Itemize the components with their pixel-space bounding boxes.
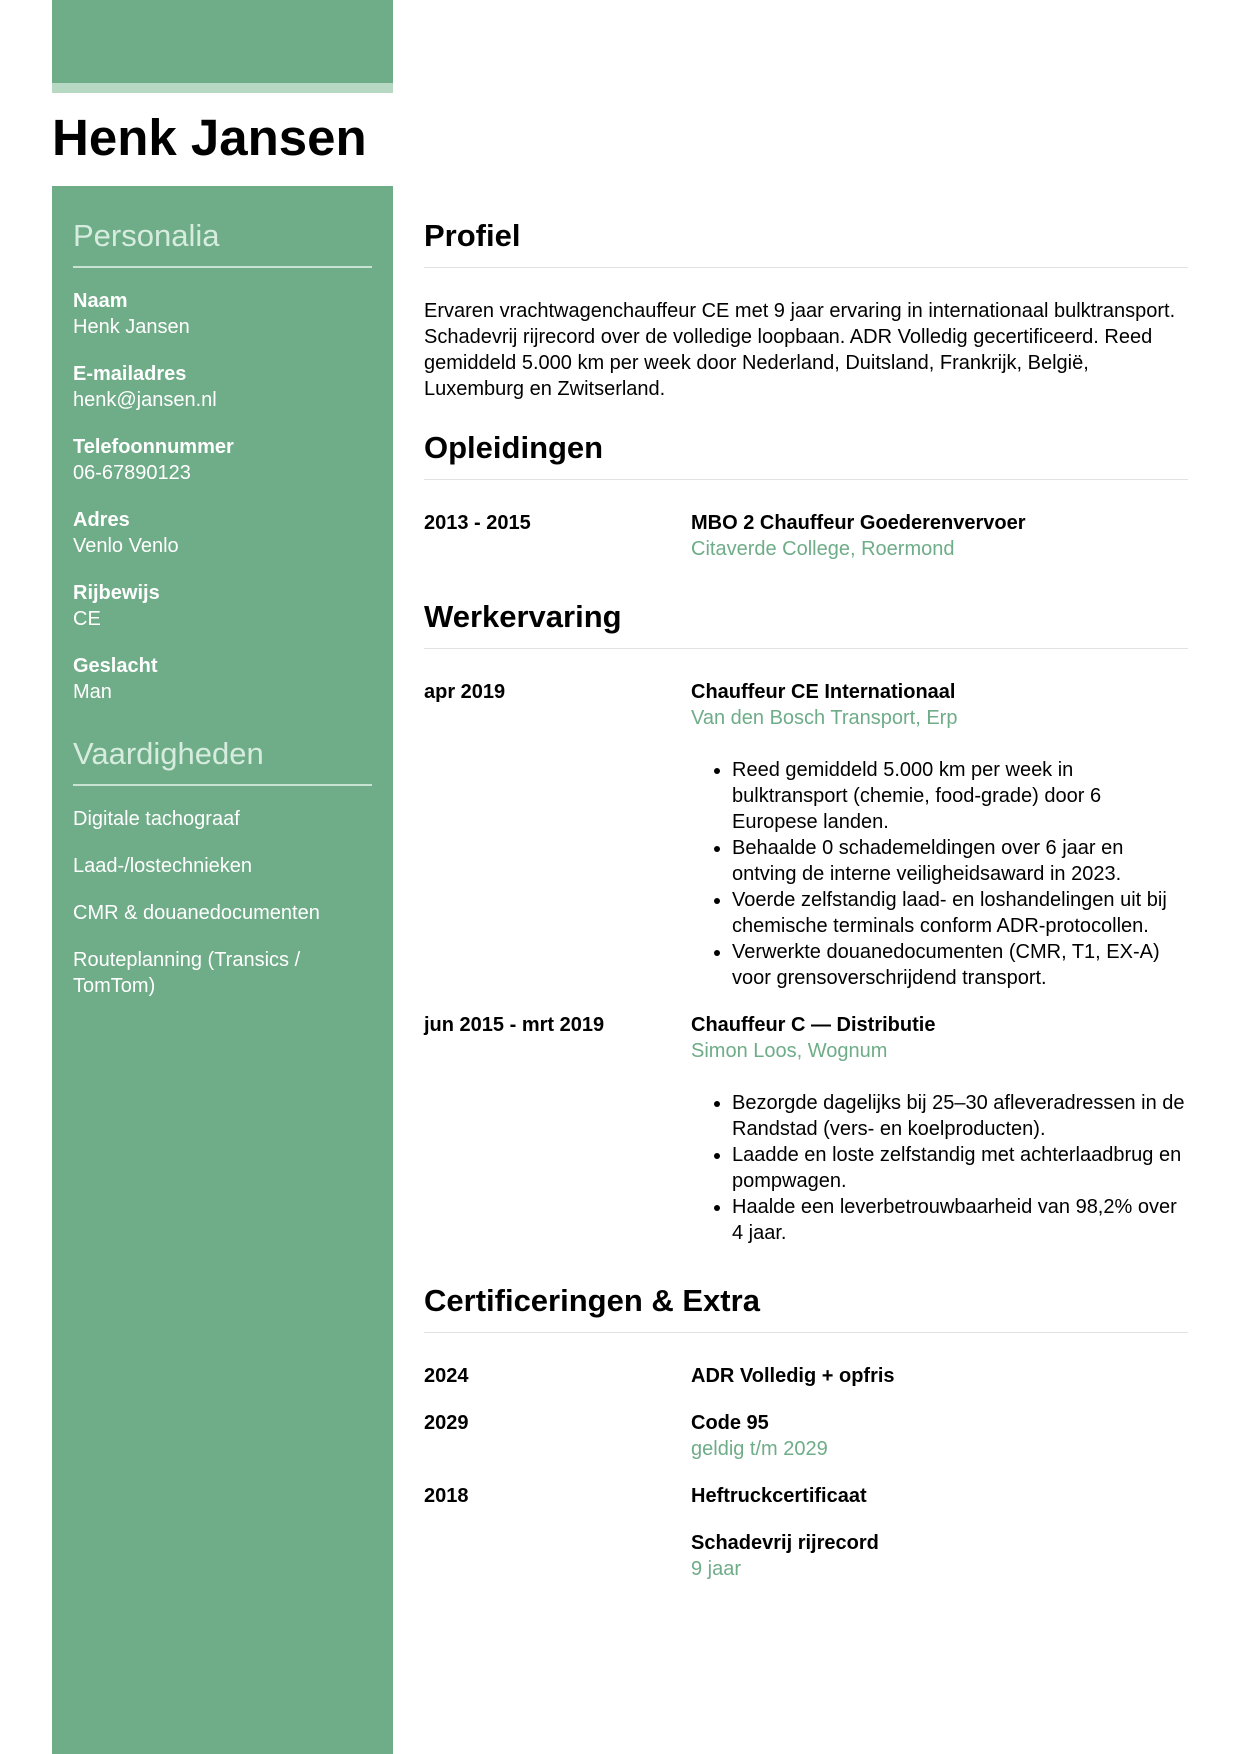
header-accent-stripe [52, 83, 393, 93]
personalia-item-naam [73, 288, 372, 340]
education-list [424, 480, 1188, 562]
personalia-item-rijbewijs [73, 580, 372, 632]
certification-entry [424, 1530, 1188, 1582]
profile-text: Ervaren vrachtwagenchauffeur CE met 9 jaar ervaring in internationaal bulktransport. Schadevrij rijrecord over de volledige loopbaan. ADR Volledig gecertificeerd. Reed gemiddeld 5.000 km per week door Nederland, Duitsland, Frankrijk, België, Luxemburg en Zwitserland. [424, 300, 1176, 400]
education-entry [424, 510, 1188, 562]
experience-entry [424, 1012, 1188, 1246]
personalia-item-geslacht [73, 653, 372, 705]
entry-title: Schadevrij rijrecord [691, 1532, 879, 1554]
entry-title: Chauffeur CE Internationaal [691, 681, 956, 703]
skills-heading: Vaardigheden [73, 726, 372, 786]
entry-date: jun 2015 - mrt 2019 [424, 1014, 605, 1036]
experience-heading: Werkervaring [424, 583, 1188, 649]
experience-entry [424, 679, 1188, 991]
header-accent-block [52, 0, 393, 83]
skill-item: Laad-/lostechnieken [73, 855, 253, 877]
skill-item: Digitale tachograaf [73, 808, 240, 830]
personalia-label: Geslacht [73, 655, 158, 677]
bullet-item: • Bezorgde dagelijks bij 25–30 afleveradressen in de Randstad (vers- en koelproducten). [732, 1090, 1188, 1142]
profile-heading: Profiel [424, 186, 1188, 268]
entry-date: apr 2019 [424, 681, 506, 703]
entry-bullets [691, 1090, 1188, 1246]
personalia-value: Henk Jansen [73, 316, 190, 338]
certification-entry [424, 1483, 1188, 1509]
entry-date [424, 1530, 691, 1582]
certification-entry [424, 1410, 1188, 1462]
skill-item: Routeplanning (Transics / TomTom) [73, 949, 301, 997]
personalia-value: 06-67890123 [73, 462, 191, 484]
certifications-list [424, 1333, 1188, 1582]
experience-list [424, 649, 1188, 1246]
bullet-item: • Reed gemiddeld 5.000 km per week in bulktransport (chemie, food-grade) door 6 Europese landen. [732, 757, 1188, 835]
entry-employer: Simon Loos, Wognum [691, 1040, 888, 1062]
personalia-value: Venlo Venlo [73, 535, 179, 557]
entry-title: Heftruckcertificaat [691, 1485, 867, 1507]
skill-item: CMR & douanedocumenten [73, 902, 320, 924]
personalia-list [73, 268, 372, 705]
skills-list [73, 786, 372, 999]
personalia-label: Naam [73, 290, 128, 312]
entry-note: 9 jaar [691, 1558, 742, 1580]
entry-title: Code 95 [691, 1412, 769, 1434]
entry-title: MBO 2 Chauffeur Goederenvervoer [691, 512, 1026, 534]
entry-date: 2024 [424, 1365, 469, 1387]
personalia-item-email [73, 361, 372, 413]
personalia-item-telefoon [73, 434, 372, 486]
entry-institution: Citaverde College, Roermond [691, 538, 955, 560]
personalia-heading: Personalia [73, 186, 372, 268]
personalia-label: Telefoonnummer [73, 436, 234, 458]
bullet-item: • Verwerkte douanedocumenten (CMR, T1, EX-A) voor grensoverschrijdend transport. [732, 939, 1188, 991]
entry-date: 2013 - 2015 [424, 512, 531, 534]
entry-title: Chauffeur C — Distributie [691, 1014, 936, 1036]
entry-bullets [691, 757, 1188, 991]
bullet-item: • Behaalde 0 schademeldingen over 6 jaar en ontving de interne veiligheidsaward in 2023. [732, 835, 1188, 887]
personalia-value: CE [73, 608, 101, 630]
certification-entry [424, 1363, 1188, 1389]
personalia-value: Man [73, 681, 112, 703]
education-heading: Opleidingen [424, 414, 1188, 480]
personalia-value: henk@jansen.nl [73, 389, 217, 411]
bullet-item: • Voerde zelfstandig laad- en loshandelingen uit bij chemische terminals conform ADR-protocollen. [732, 887, 1188, 939]
sidebar [52, 186, 393, 1754]
entry-date: 2018 [424, 1485, 469, 1507]
personalia-label: E-mailadres [73, 363, 187, 385]
main-content [424, 186, 1188, 1603]
entry-note: geldig t/m 2029 [691, 1438, 828, 1460]
candidate-name: Henk Jansen [52, 109, 367, 166]
personalia-label: Adres [73, 509, 130, 531]
bullet-item: • Haalde een leverbetrouwbaarheid van 98,2% over 4 jaar. [732, 1194, 1188, 1246]
entry-employer: Van den Bosch Transport, Erp [691, 707, 958, 729]
entry-date: 2029 [424, 1412, 469, 1434]
personalia-item-adres [73, 507, 372, 559]
personalia-label: Rijbewijs [73, 582, 160, 604]
certifications-heading: Certificeringen & Extra [424, 1267, 1188, 1333]
entry-title: ADR Volledig + opfris [691, 1365, 895, 1387]
bullet-item: • Laadde en loste zelfstandig met achterlaadbrug en pompwagen. [732, 1142, 1188, 1194]
